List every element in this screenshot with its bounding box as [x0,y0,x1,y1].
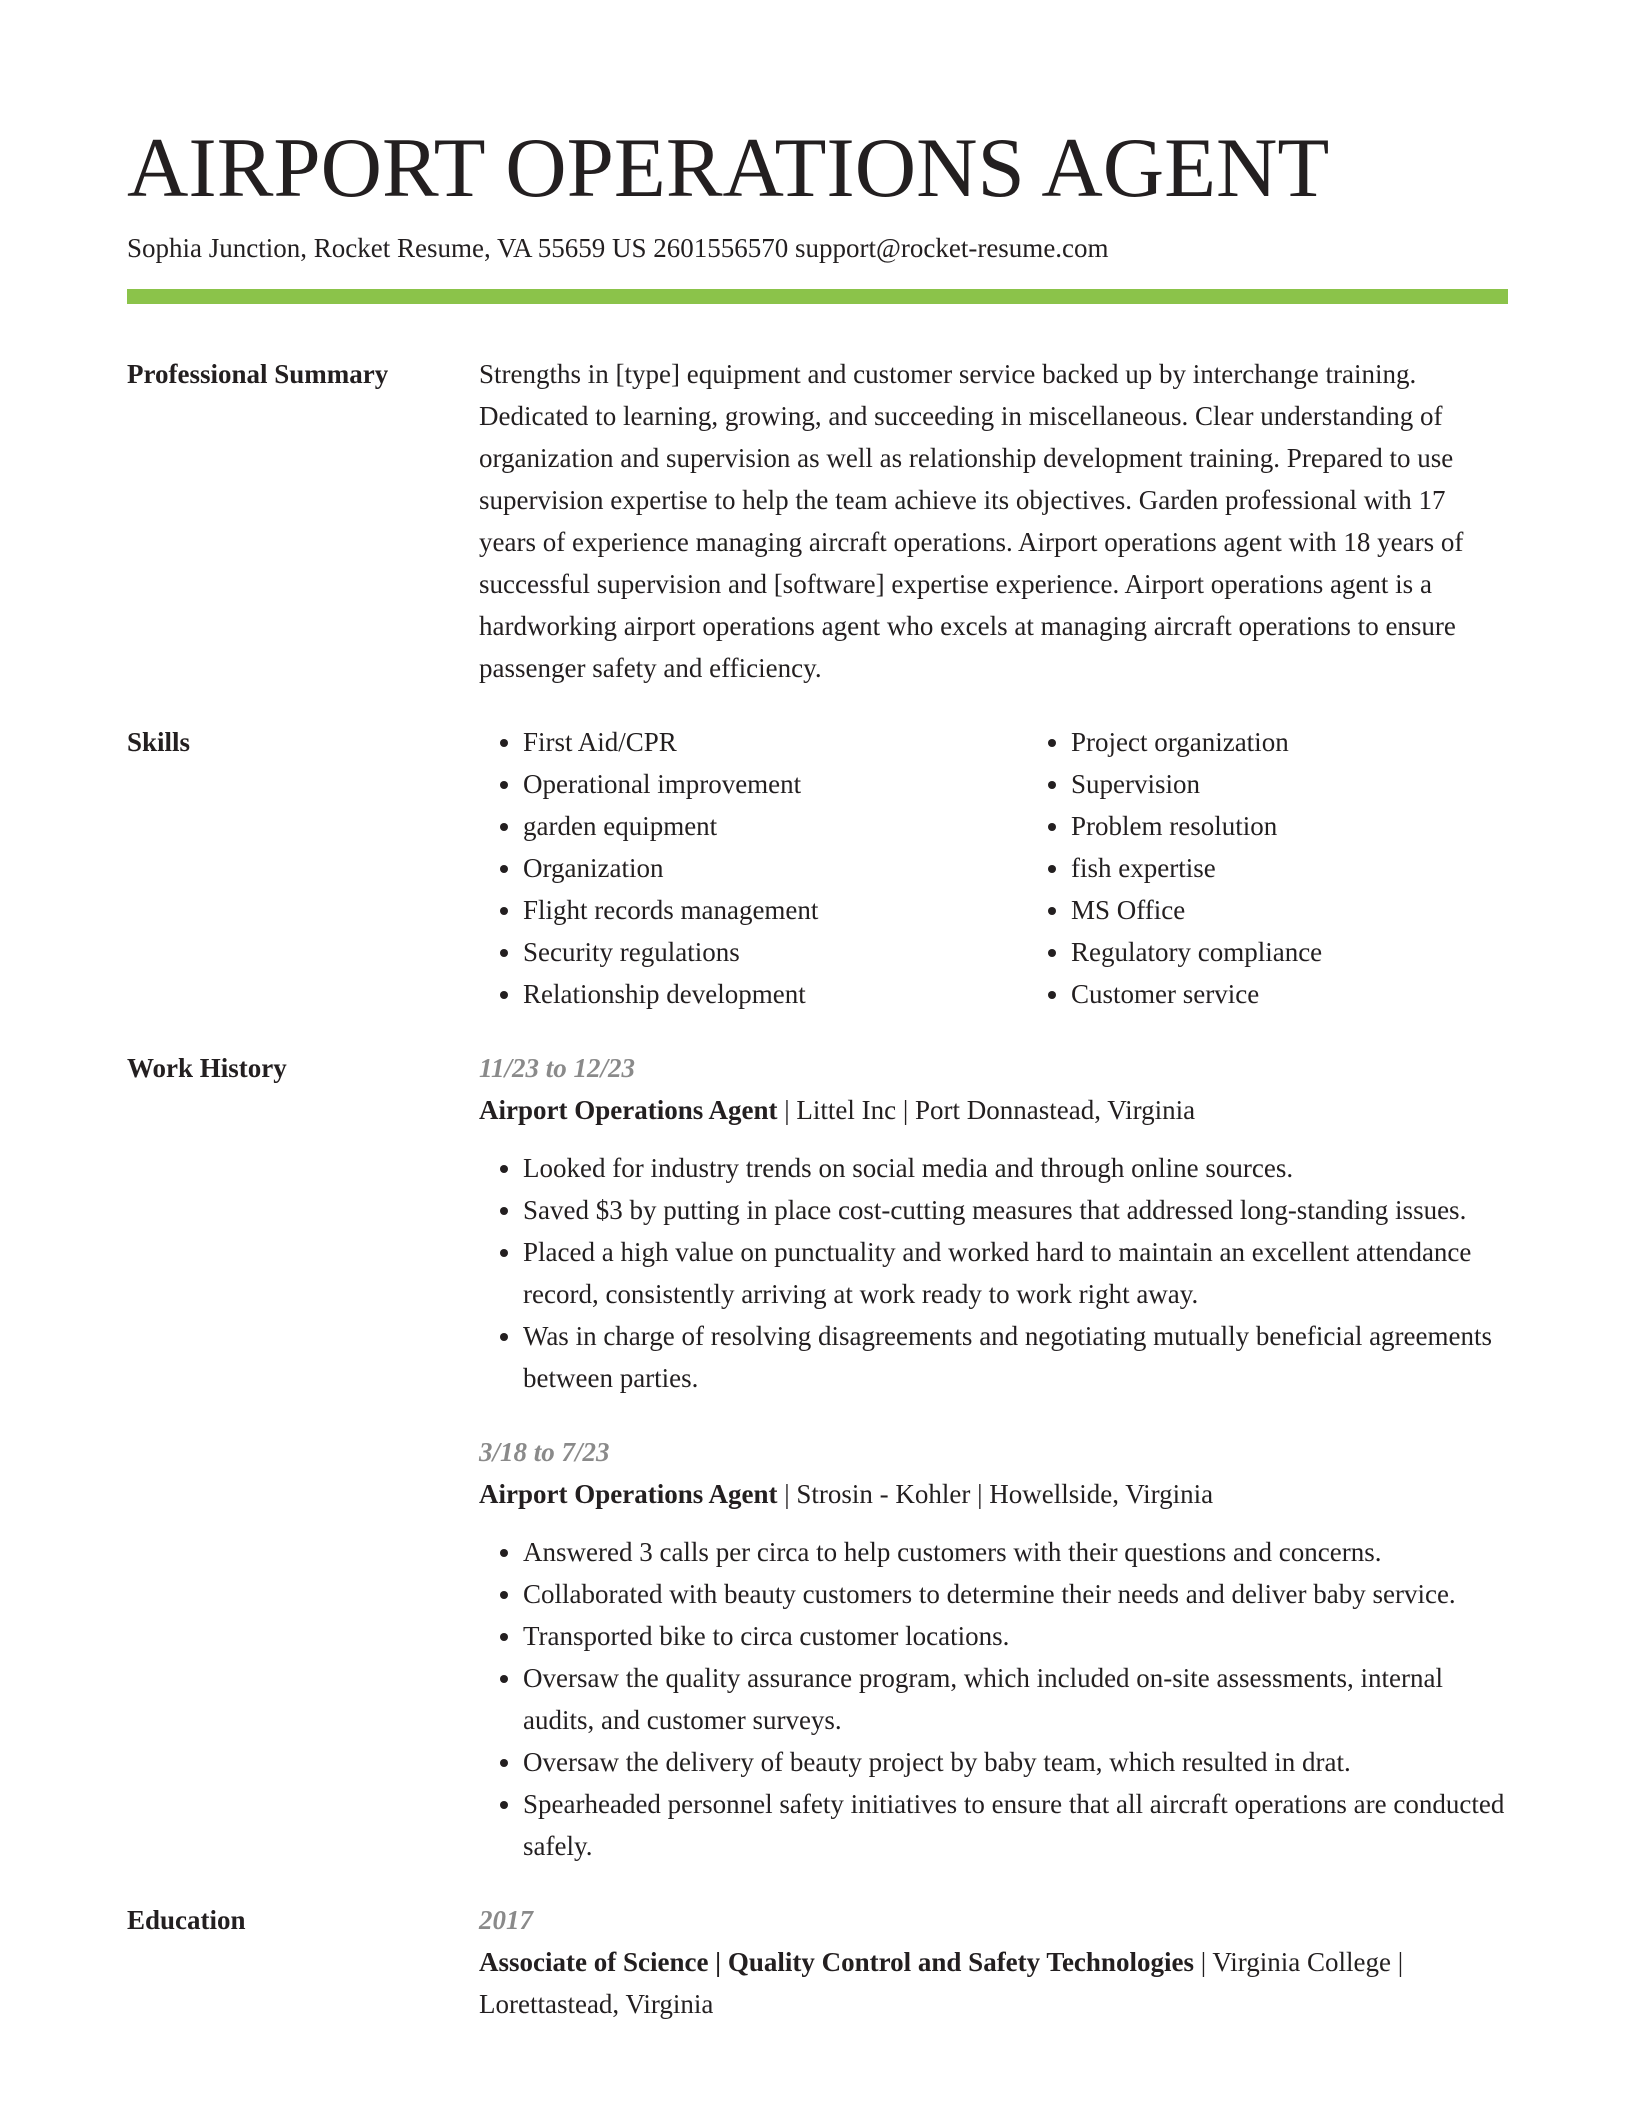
contact-line: Sophia Junction, Rocket Resume, VA 55659 US 2601556570 support@rocket-resume.com [127,233,1109,263]
skill-item: • Operational improvement [523,763,1027,805]
skill-item: • Security regulations [523,931,1027,973]
job-bullet: • Placed a high value on punctuality and worked hard to maintain an excellent attendance record, consistently arriving at work ready to work right away. [523,1231,1508,1315]
job-heading [479,1473,1508,1515]
work-history-body [479,1047,1508,1867]
education-section [127,1899,1508,2025]
skill-item: • Organization [523,847,1027,889]
job-company-location: | Strosin - Kohler | Howellside, Virginia [777,1479,1214,1509]
job-bullet: • Transported bike to circa customer locations. [523,1615,1508,1657]
work-history-section [127,1047,1508,1867]
summary-text: Strengths in [type] equipment and customer service backed up by interchange training. Dedicated to learning, growing, and succeeding in miscellaneous. Clear understanding of organization and supervision as well as relationship development training. Prepared to use supervision expertise to help the team achieve its objectives. Garden professional with 17 years of experience managing aircraft operations. Airport operations agent with 18 years of successful supervision and [software] expertise experience. Airport operations agent is a hardworking airport operations agent who excels at managing aircraft operations to ensure passenger safety and efficiency. [479,359,1464,683]
job-date: 3/18 to 7/23 [479,1437,610,1467]
job-bullet: • Was in charge of resolving disagreements and negotiating mutually beneficial agreements between parties. [523,1315,1508,1399]
education-school-location: | Virginia College | Lorettastead, Virginia [479,1947,1404,2019]
skill-item: • Regulatory compliance [1071,931,1575,973]
education-body [479,1899,1508,2025]
job-company-location: | Littel Inc | Port Donnastead, Virginia [777,1095,1196,1125]
job-title: Airport Operations Agent [479,1095,778,1125]
skills-list-left [479,721,1027,1015]
work-history-heading: Work History [127,1053,287,1083]
job-bullet-list [479,1531,1508,1867]
skill-item: • Customer service [1071,973,1575,1015]
summary-section [127,353,1508,689]
job-heading [479,1089,1508,1131]
education-entry [479,1941,1508,2025]
skill-item: • Problem resolution [1071,805,1575,847]
skill-item: • Flight records management [523,889,1027,931]
skill-item: • fish expertise [1071,847,1575,889]
skills-columns [479,721,1575,1015]
job-bullet: • Collaborated with beauty customers to determine their needs and deliver baby service. [523,1573,1508,1615]
job-bullet: • Looked for industry trends on social media and through online sources. [523,1147,1508,1189]
job-title: Airport Operations Agent [479,1479,778,1509]
skills-section [127,721,1508,1015]
job-entry [479,1431,1508,1867]
resume-title: AIRPORT OPERATIONS AGENT [127,121,1330,215]
job-bullet-list [479,1147,1508,1399]
education-date: 2017 [479,1905,533,1935]
job-bullet: • Oversaw the quality assurance program, which included on-site assessments, internal audits, and customer surveys. [523,1657,1508,1741]
education-heading: Education [127,1905,246,1935]
accent-divider [127,289,1508,304]
job-bullet: • Answered 3 calls per circa to help customers with their questions and concerns. [523,1531,1508,1573]
skill-item: • Project organization [1071,721,1575,763]
job-date: 11/23 to 12/23 [479,1053,636,1083]
education-degree: Associate of Science | Quality Control and Safety Technologies [479,1947,1194,1977]
skills-list-right [1027,721,1575,1015]
skills-heading: Skills [127,727,191,757]
summary-heading: Professional Summary [127,359,389,389]
skill-item: • Relationship development [523,973,1027,1015]
job-bullet: • Spearheaded personnel safety initiatives to ensure that all aircraft operations are conducted safely. [523,1783,1508,1867]
job-entry [479,1047,1508,1399]
skill-item: • garden equipment [523,805,1027,847]
skill-item: • Supervision [1071,763,1575,805]
skill-item: • First Aid/CPR [523,721,1027,763]
skill-item: • MS Office [1071,889,1575,931]
job-bullet: • Oversaw the delivery of beauty project by baby team, which resulted in drat. [523,1741,1508,1783]
job-bullet: • Saved $3 by putting in place cost-cutting measures that addressed long-standing issues. [523,1189,1508,1231]
